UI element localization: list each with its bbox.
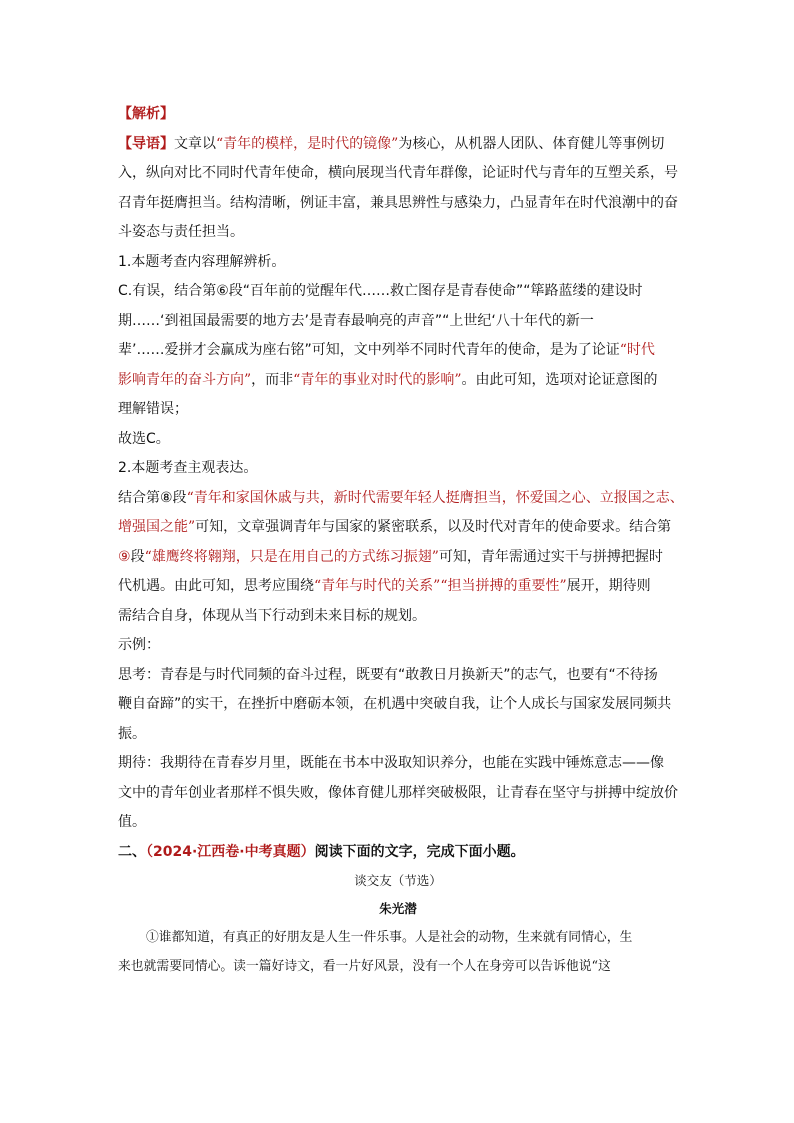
q2-text: 段 — [130, 548, 145, 565]
intro-line: 斗姿态与责任担当。 — [118, 224, 244, 240]
q1-line — [118, 366, 678, 396]
intro-tag: 【导语】 — [118, 135, 174, 152]
section2-source: （2024·江西卷·中考真题） — [146, 843, 315, 860]
q2-highlight: ⑨ — [118, 548, 131, 565]
q2-highlight: 增强国之能” — [118, 519, 196, 535]
think-line: 振。 — [118, 725, 146, 742]
article-author: 朱光潜 — [379, 901, 417, 916]
q1-line: 理解错误； — [118, 401, 188, 417]
q1-highlight: “时代 — [619, 342, 655, 358]
q1-line: C.有误，结合第⑥段“百年前的觉醒年代……救亡图存是青春使命”“筚路蓝缕的建设时 — [118, 283, 643, 299]
intro-text: 为核心，从机器人团队、体育健儿等事例切 — [398, 135, 665, 152]
section2-heading — [118, 838, 678, 868]
document-content — [118, 100, 684, 981]
q2-line — [118, 543, 678, 573]
q2-highlight: “雄鹰终将翱翔，只是在用自己的方式练习振翅” — [144, 548, 439, 565]
section2-instruction: 阅读下面的文字，完成下面小题。 — [314, 843, 525, 860]
q2-text: 展开，期待则 — [566, 578, 651, 594]
q2-text: 可知，文章强调青年与国家的紧密联系，以及时代对青年的使命要求。结合第 — [195, 519, 672, 535]
q2-line: 需结合自身，体现从当下行动到未来目标的规划。 — [118, 607, 426, 624]
q2-line — [118, 484, 684, 514]
analysis-header: 【解析】 — [118, 106, 174, 122]
q1-line — [118, 336, 678, 366]
think-line: 思考：青春是与时代同频的奋斗过程，既要有“敢教日月换新天”的志气，也要有“不待扬 — [118, 666, 658, 683]
q1-line: 期……‘到祖国最需要的地方去’是青春最响亮的声音”“上世纪‘八十年代的新一 — [118, 312, 594, 329]
intro-line: 召青年挺膺担当。结构清晰，例证丰富，兼具思辨性与感染力，凸显青年在时代浪潮中的奋 — [118, 194, 678, 211]
q2-text: 结合第⑧段 — [118, 489, 187, 506]
q1-text: 。由此可知，选项对论证意图的 — [461, 371, 658, 388]
q2-heading: 2.本题考查主观表达。 — [118, 460, 258, 476]
article-title: 谈交友（节选） — [354, 873, 442, 888]
q2-highlight: “青年与时代的关系”“担当拼搏的重要性” — [314, 578, 567, 594]
article-paragraph-line: 来也就需要同情心。读一篇好诗文，看一片好风景，没有一个人在身旁可以告诉他说“这 — [118, 959, 611, 974]
q2-line — [118, 513, 678, 543]
section2-prefix: 二、 — [118, 843, 146, 860]
q2-highlight: “青年和家国休戚与共，新时代需要年轻人挺膺担当，怀爱国之心、立报国之志、 — [186, 489, 684, 506]
q1-highlight: 影响青年的奋斗方向” — [118, 371, 252, 388]
q2-line — [118, 572, 678, 602]
think-line: 鞭自奋蹄”的实干，在挫折中磨砺本领，在机遇中突破自我，让个人成长与国家发展同频共 — [118, 696, 672, 712]
q2-text: 代机遇。由此可知，思考应围绕 — [118, 578, 314, 594]
intro-line: 入，纵向对比不同时代青年使命，横向展现当代青年群像，论证时代与青年的互塑关系，号 — [118, 165, 678, 181]
q1-heading: 1.本题考查内容理解辨析。 — [118, 253, 286, 270]
intro-line — [118, 130, 678, 160]
expect-line: 文中的青年创业者那样不惧失败，像体育健儿那样突破极限，让青春在坚守与拼搏中绽放价 — [118, 784, 678, 801]
intro-highlight: “青年的模样，是时代的镜像” — [216, 135, 399, 152]
example-label: 示例： — [118, 637, 160, 653]
article-paragraph-line: ①谁都知道，有真正的好朋友是人生一件乐事。人是社会的动物，生来就有同情心，生 — [146, 930, 633, 945]
q1-text: 辈’……爱拼才会赢成为座右铭”可知，文中列举不同时代青年的使命，是为了论证 — [118, 342, 620, 358]
expect-line: 值。 — [118, 814, 146, 830]
q1-highlight: “青年的事业对时代的影响” — [293, 371, 462, 388]
intro-text: 文章以 — [174, 135, 216, 152]
q1-answer: 故选C。 — [118, 430, 170, 447]
q2-text: 可知，青年需通过实干与拼搏把握时 — [438, 548, 663, 565]
q1-text: ，而非 — [251, 371, 294, 388]
expect-line: 期待：我期待在青春岁月里，既能在书本中汲取知识养分，也能在实践中锤炼意志——像 — [118, 755, 664, 771]
